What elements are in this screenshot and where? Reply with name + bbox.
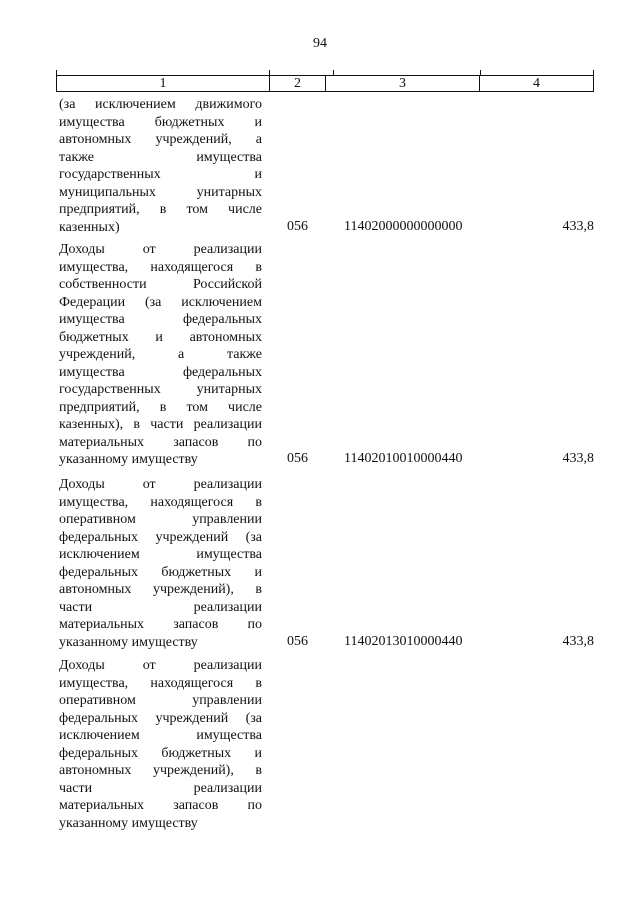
description-line: указанному имуществу (59, 452, 198, 467)
description-line: федеральных учреждений (за (59, 529, 262, 545)
description-line: казенных) (59, 219, 120, 235)
description-line: Доходы от реализации (59, 477, 262, 492)
description-line: материальных запасов по (59, 617, 262, 632)
description-line: имущества федеральных (59, 364, 262, 380)
row-code-3: 11402000000000000 (344, 218, 463, 234)
description-line: имущества, находящегося в (59, 259, 262, 275)
description-line: имущества федеральных (59, 312, 262, 327)
description-line: автономных учреждений), в (59, 582, 262, 597)
description-line: исключением имущества (59, 547, 262, 562)
header-col-3: 3 (326, 76, 480, 91)
description-line: учреждений, а также (59, 347, 262, 362)
description-line: предприятий, в том числе (59, 202, 262, 217)
row-code-2: 056 (287, 218, 308, 234)
row-amount: 433,8 (562, 633, 594, 649)
description-line: федеральных учреждений (за (59, 710, 262, 726)
header-col-4: 4 (533, 76, 540, 91)
description-line: имущества, находящегося в (59, 675, 262, 691)
table-header (56, 75, 594, 92)
description-line: имущества бюджетных и (59, 114, 262, 130)
description-line: муниципальных унитарных (59, 184, 262, 200)
description-line: исключением имущества (59, 728, 262, 743)
row-code-2: 056 (287, 451, 308, 466)
description-line: федеральных бюджетных и (59, 745, 262, 761)
header-col-2: 2 (270, 76, 326, 91)
row-code-2: 056 (287, 633, 308, 649)
description-line: части реализации (59, 599, 262, 615)
description-line: Доходы от реализации (59, 658, 262, 673)
page-number: 94 (313, 36, 327, 51)
description-line: оперативном управлении (59, 693, 262, 708)
row-description (59, 476, 262, 651)
description-line: (за исключением движимого (59, 97, 262, 112)
description-line: казенных), в части реализации (59, 417, 262, 432)
description-line: указанному имуществу (59, 815, 198, 831)
description-line: автономных учреждений, а (59, 132, 262, 147)
description-line: материальных запасов по (59, 434, 262, 450)
description-line: Федерации (за исключением (59, 294, 262, 310)
description-line: Доходы от реализации (59, 242, 262, 257)
row-amount: 433,8 (562, 451, 594, 466)
description-line: бюджетных и автономных (59, 329, 262, 345)
description-line: также имущества (59, 149, 262, 165)
description-line: имущества, находящегося в (59, 494, 262, 510)
description-line: государственных и (59, 167, 262, 182)
description-line: материальных запасов по (59, 798, 262, 813)
row-amount: 433,8 (562, 218, 594, 234)
row-description (59, 657, 262, 832)
row-code-3: 11402010010000440 (344, 451, 463, 466)
description-line: предприятий, в том числе (59, 399, 262, 415)
description-line: части реализации (59, 780, 262, 796)
row-description (59, 241, 262, 469)
row-code-3: 11402013010000440 (344, 633, 463, 649)
row-description (59, 96, 262, 236)
description-line: федеральных бюджетных и (59, 564, 262, 580)
description-line: оперативном управлении (59, 512, 262, 527)
header-col-1: 1 (57, 76, 270, 91)
description-line: собственности Российской (59, 277, 262, 292)
description-line: автономных учреждений), в (59, 763, 262, 778)
description-line: указанному имуществу (59, 634, 198, 650)
description-line: государственных унитарных (59, 382, 262, 397)
